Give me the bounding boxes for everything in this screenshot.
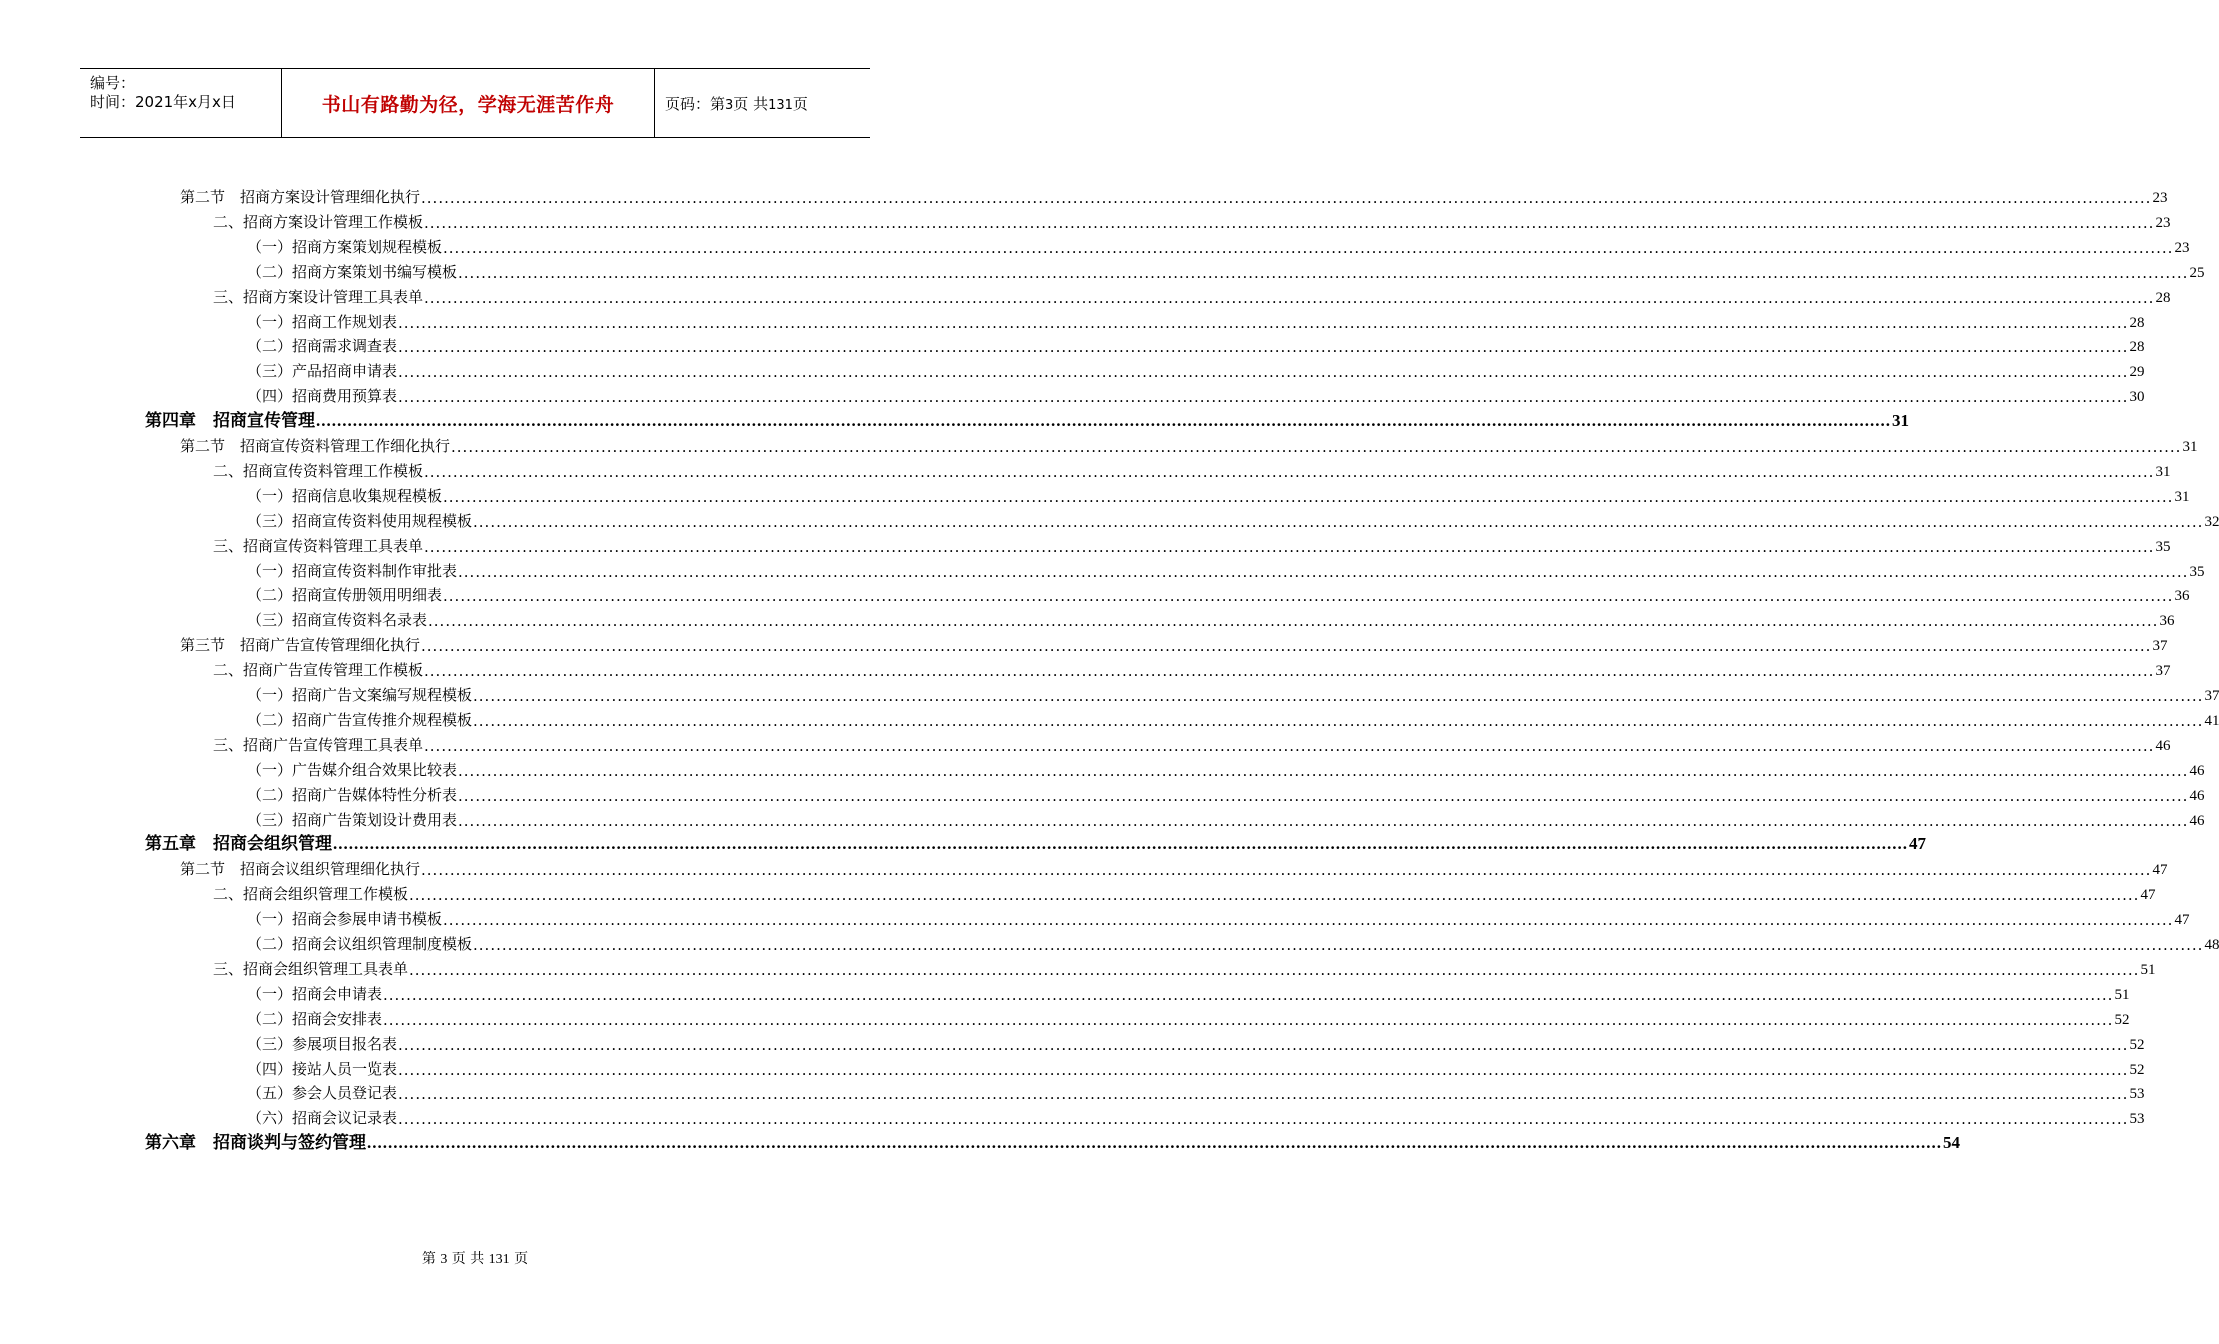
toc-entry[interactable] (247, 808, 2205, 830)
toc-chapter-entry[interactable] (145, 1131, 1960, 1154)
toc-entry-page: 48 (2204, 937, 2219, 953)
toc-entry[interactable] (180, 857, 2168, 880)
toc-entry[interactable] (213, 658, 2171, 681)
toc-entry-page: 31 (2155, 463, 2171, 480)
toc-entry-title: （一）招商会参展申请书模板 (247, 910, 443, 929)
toc-leader-dots: ............................................................................................................................................................................................................................................................................................................ (458, 786, 2189, 805)
toc-entry-title: （二）招商会议组织管理制度模板 (247, 935, 473, 953)
toc-entry-title: 第二节 招商会议组织管理细化执行 (180, 860, 421, 879)
toc-entry-title: （三）招商宣传资料名录表 (247, 611, 428, 630)
toc-entry-title: （一）招商方案策划规程模板 (247, 237, 443, 256)
toc-entry-page: 41 (2204, 712, 2219, 729)
toc-leader-dots: ............................................................................................................................................................................................................................................................................................................ (424, 288, 2155, 307)
toc-entry-page: 54 (1943, 1133, 1960, 1153)
toc-leader-dots: ............................................................................................................................................................................................................................................................................................................ (424, 213, 2155, 232)
toc-leader-dots: ............................................................................................................................................................................................................................................................................................................ (473, 512, 2204, 531)
toc-leader-dots: ............................................................................................................................................................................................................................................................................................................ (333, 834, 1908, 854)
footer-page-current: 3 (440, 1252, 448, 1267)
toc-leader-dots: ............................................................................................................................................................................................................................................................................................................ (409, 886, 2140, 905)
header-page-prefix: 页码：第 (665, 94, 726, 113)
toc-entry-page: 30 (2129, 389, 2145, 406)
toc-entry-title: （二）招商广告宣传推介规程模板 (247, 710, 473, 729)
toc-entry-page: 29 (2129, 364, 2145, 381)
toc-chapter-entry[interactable] (145, 409, 1909, 432)
toc-entry[interactable] (213, 285, 2171, 307)
toc-entry-title: （一）广告媒介组合效果比较表 (247, 760, 458, 779)
footer-page-total: 131 (488, 1252, 510, 1267)
toc-entry[interactable] (180, 185, 2168, 207)
toc-entry-page: 47 (2174, 912, 2190, 929)
toc-leader-dots: ............................................................................................................................................................................................................................................................................................................ (316, 411, 1891, 431)
toc-entry[interactable] (180, 434, 2198, 456)
toc-entry[interactable] (247, 1057, 2145, 1079)
toc-entry[interactable] (180, 633, 2168, 656)
toc-entry-page: 28 (2129, 314, 2145, 331)
toc-entry-title: 第四章 招商宣传管理 (145, 411, 315, 432)
toc-entry-title: （三）招商广告策划设计费用表 (247, 810, 458, 829)
toc-leader-dots: ............................................................................................................................................................................................................................................................................................................ (398, 338, 2129, 357)
document-date-label: 时间：2021年x月x日 (90, 93, 236, 111)
toc-entry-title: 第六章 招商谈判与签约管理 (145, 1133, 366, 1154)
toc-entry-page: 25 (2189, 264, 2205, 281)
toc-entry-page: 23 (2155, 214, 2171, 231)
toc-entry-title: （五）参会人员登记表 (247, 1084, 398, 1103)
toc-entry-title: 二、招商会组织管理工作模板 (213, 885, 409, 904)
toc-leader-dots: ............................................................................................................................................................................................................................................................................................................ (383, 985, 2114, 1004)
toc-leader-dots: ............................................................................................................................................................................................................................................................................................................ (424, 662, 2155, 681)
toc-entry[interactable] (247, 1106, 2145, 1129)
toc-leader-dots: ............................................................................................................................................................................................................................................................................................................ (383, 1010, 2114, 1029)
toc-entry[interactable] (247, 683, 2219, 705)
toc-entry-page: 28 (2155, 289, 2171, 306)
header-page-cell (655, 69, 870, 137)
toc-entry[interactable] (247, 235, 2190, 257)
toc-leader-dots: ............................................................................................................................................................................................................................................................................................................ (398, 388, 2129, 407)
toc-entry-page: 46 (2155, 737, 2171, 754)
toc-entry-page: 46 (2189, 762, 2205, 779)
toc-entry-page: 52 (2114, 1011, 2130, 1028)
toc-entry[interactable] (247, 559, 2205, 581)
toc-entry-title: （六）招商会议记录表 (247, 1109, 398, 1128)
toc-leader-dots: ............................................................................................................................................................................................................................................................................................................ (421, 189, 2152, 207)
toc-leader-dots: ............................................................................................................................................................................................................................................................................................................ (443, 587, 2174, 606)
header-motto: 书山有路勤为径，学海无涯苦作舟 (321, 93, 615, 116)
toc-chapter-entry[interactable] (145, 832, 1926, 855)
toc-entry-title: 二、招商广告宣传管理工作模板 (213, 661, 424, 680)
toc-entry-title: （三）产品招商申请表 (247, 362, 398, 381)
toc-leader-dots: ............................................................................................................................................................................................................................................................................................................ (409, 960, 2140, 979)
toc-entry-page: 28 (2129, 339, 2145, 356)
toc-entry-title: （一）招商信息收集规程模板 (247, 486, 443, 505)
toc-leader-dots: ............................................................................................................................................................................................................................................................................................................ (458, 761, 2189, 780)
toc-entry-page: 52 (2129, 1036, 2145, 1053)
toc-leader-dots: ............................................................................................................................................................................................................................................................................................................ (367, 1133, 1942, 1153)
header-meta-cell (80, 69, 282, 137)
toc-entry-title: （二）招商广告媒体特性分析表 (247, 785, 458, 804)
toc-entry-page: 46 (2189, 812, 2205, 829)
toc-entry-page: 31 (2174, 488, 2190, 505)
toc-entry[interactable] (247, 260, 2205, 282)
toc-entry[interactable] (247, 359, 2145, 382)
toc-entry[interactable] (247, 982, 2130, 1004)
toc-leader-dots: ............................................................................................................................................................................................................................................................................................................ (451, 438, 2182, 456)
toc-entry[interactable] (247, 583, 2190, 606)
toc-entry-title: （三）参展项目报名表 (247, 1034, 398, 1053)
toc-entry-title: 三、招商方案设计管理工具表单 (213, 287, 424, 306)
footer-prefix: 第 (421, 1251, 436, 1267)
toc-leader-dots: ............................................................................................................................................................................................................................................................................................................ (443, 487, 2174, 506)
toc-entry-title: （二）招商需求调查表 (247, 337, 398, 356)
toc-entry-page: 51 (2140, 961, 2156, 978)
footer-mid: 页 共 (451, 1251, 485, 1267)
toc-entry-title: （二）招商会安排表 (247, 1009, 383, 1028)
toc-entry-page: 23 (2152, 190, 2168, 206)
toc-entry-title: （三）招商宣传资料使用规程模板 (247, 511, 473, 530)
toc-entry[interactable] (247, 907, 2190, 930)
toc-leader-dots: ............................................................................................................................................................................................................................................................................................................ (398, 1085, 2129, 1104)
toc-entry-title: （二）招商宣传册领用明细表 (247, 586, 443, 605)
toc-leader-dots: ............................................................................................................................................................................................................................................................................................................ (421, 861, 2152, 880)
toc-leader-dots: ............................................................................................................................................................................................................................................................................................................ (458, 263, 2189, 282)
toc-entry-title: 第二节 招商方案设计管理细化执行 (180, 188, 421, 206)
header-page-info (665, 93, 808, 114)
toc-entry[interactable] (213, 459, 2171, 481)
toc-entry-page: 23 (2174, 239, 2190, 256)
toc-entry-page: 46 (2189, 787, 2205, 804)
toc-leader-dots: ............................................................................................................................................................................................................................................................................................................ (398, 363, 2129, 382)
header-page-suffix: 页 (792, 94, 808, 113)
toc-leader-dots: ............................................................................................................................................................................................................................................................................................................ (398, 1060, 2129, 1079)
toc-leader-dots: ............................................................................................................................................................................................................................................................................................................ (428, 612, 2159, 631)
toc-leader-dots: ............................................................................................................................................................................................................................................................................................................ (458, 562, 2189, 581)
document-header (80, 68, 870, 138)
toc-leader-dots: ............................................................................................................................................................................................................................................................................................................ (424, 462, 2155, 481)
toc-entry-title: 第三节 招商广告宣传管理细化执行 (180, 636, 421, 655)
toc-leader-dots: ............................................................................................................................................................................................................................................................................................................ (398, 1110, 2129, 1129)
toc-leader-dots: ............................................................................................................................................................................................................................................................................................................ (443, 911, 2174, 930)
toc-entry-page: 31 (2182, 439, 2198, 455)
toc-leader-dots: ............................................................................................................................................................................................................................................................................................................ (443, 238, 2174, 257)
toc-entry[interactable] (247, 1007, 2130, 1029)
toc-entry-title: （四）招商费用预算表 (247, 387, 398, 406)
header-motto-cell (282, 69, 655, 137)
toc-entry[interactable] (213, 534, 2171, 556)
toc-entry-page: 37 (2204, 688, 2219, 704)
toc-entry[interactable] (247, 708, 2219, 730)
toc-entry[interactable] (213, 882, 2156, 905)
toc-entry-page: 35 (2155, 538, 2171, 555)
toc-leader-dots: ............................................................................................................................................................................................................................................................................................................ (421, 637, 2152, 656)
toc-entry-title: （二）招商方案策划书编写模板 (247, 262, 458, 281)
toc-leader-dots: ............................................................................................................................................................................................................................................................................................................ (473, 687, 2204, 705)
toc-entry-title: 三、招商宣传资料管理工具表单 (213, 536, 424, 555)
toc-entry[interactable] (247, 334, 2145, 357)
toc-entry-page: 37 (2155, 663, 2171, 680)
toc-entry-page: 53 (2129, 1111, 2145, 1128)
toc-entry-page: 47 (2152, 862, 2168, 879)
toc-leader-dots: ............................................................................................................................................................................................................................................................................................................ (473, 936, 2204, 954)
toc-entry-title: 第五章 招商会组织管理 (145, 834, 332, 855)
toc-entry-page: 52 (2129, 1061, 2145, 1078)
toc-entry-title: （一）招商工作规划表 (247, 312, 398, 331)
page-footer (0, 1248, 950, 1268)
toc-entry[interactable] (247, 384, 2145, 407)
document-number-label: 编号： (90, 74, 136, 92)
toc-leader-dots: ............................................................................................................................................................................................................................................................................................................ (473, 711, 2204, 730)
header-page-total: 131 (768, 97, 793, 113)
toc-entry-title: 三、招商会组织管理工具表单 (213, 959, 409, 978)
toc-entry-title: （一）招商宣传资料制作审批表 (247, 561, 458, 580)
toc-entry-page: 47 (2140, 887, 2156, 904)
header-page-current: 3 (725, 97, 734, 113)
toc-entry-title: 三、招商广告宣传管理工具表单 (213, 735, 424, 754)
toc-entry-page: 47 (1909, 834, 1926, 854)
toc-entry-page: 36 (2174, 588, 2190, 605)
toc-entry-page: 31 (1892, 411, 1909, 431)
toc-entry-title: 二、招商方案设计管理工作模板 (213, 212, 424, 231)
toc-entry[interactable] (213, 733, 2171, 755)
toc-entry-page: 35 (2189, 563, 2205, 580)
toc-entry-title: （四）接站人员一览表 (247, 1059, 398, 1078)
toc-leader-dots: ............................................................................................................................................................................................................................................................................................................ (398, 313, 2129, 332)
toc-leader-dots: ............................................................................................................................................................................................................................................................................................................ (424, 537, 2155, 556)
toc-entry[interactable] (247, 1081, 2145, 1104)
toc-entry[interactable] (247, 783, 2205, 805)
toc-entry-title: （一）招商广告文案编写规程模板 (247, 686, 473, 704)
toc-leader-dots: ............................................................................................................................................................................................................................................................................................................ (458, 811, 2189, 830)
toc-entry[interactable] (247, 310, 2145, 332)
toc-entry[interactable] (247, 509, 2219, 531)
toc-entry-page: 37 (2152, 638, 2168, 655)
toc-entry-page: 53 (2129, 1086, 2145, 1103)
toc-entry[interactable] (213, 210, 2171, 232)
toc-entry[interactable] (247, 758, 2205, 780)
toc-entry-title: （一）招商会申请表 (247, 984, 383, 1003)
toc-entry[interactable] (247, 608, 2175, 631)
toc-entry[interactable] (213, 957, 2156, 979)
toc-entry-title: 第二节 招商宣传资料管理工作细化执行 (180, 437, 451, 455)
toc-entry[interactable] (247, 1032, 2145, 1054)
toc-leader-dots: ............................................................................................................................................................................................................................................................................................................ (424, 736, 2155, 755)
footer-suffix: 页 (514, 1251, 529, 1267)
toc-entry[interactable] (247, 932, 2219, 954)
toc-entry-page: 51 (2114, 986, 2130, 1003)
toc-leader-dots: ............................................................................................................................................................................................................................................................................................................ (398, 1035, 2129, 1054)
toc-entry-page: 36 (2159, 613, 2175, 630)
header-page-mid: 页 共 (733, 94, 769, 113)
toc-entry[interactable] (247, 484, 2190, 506)
toc-entry-title: 二、招商宣传资料管理工作模板 (213, 461, 424, 480)
toc-entry-page: 32 (2204, 513, 2219, 530)
